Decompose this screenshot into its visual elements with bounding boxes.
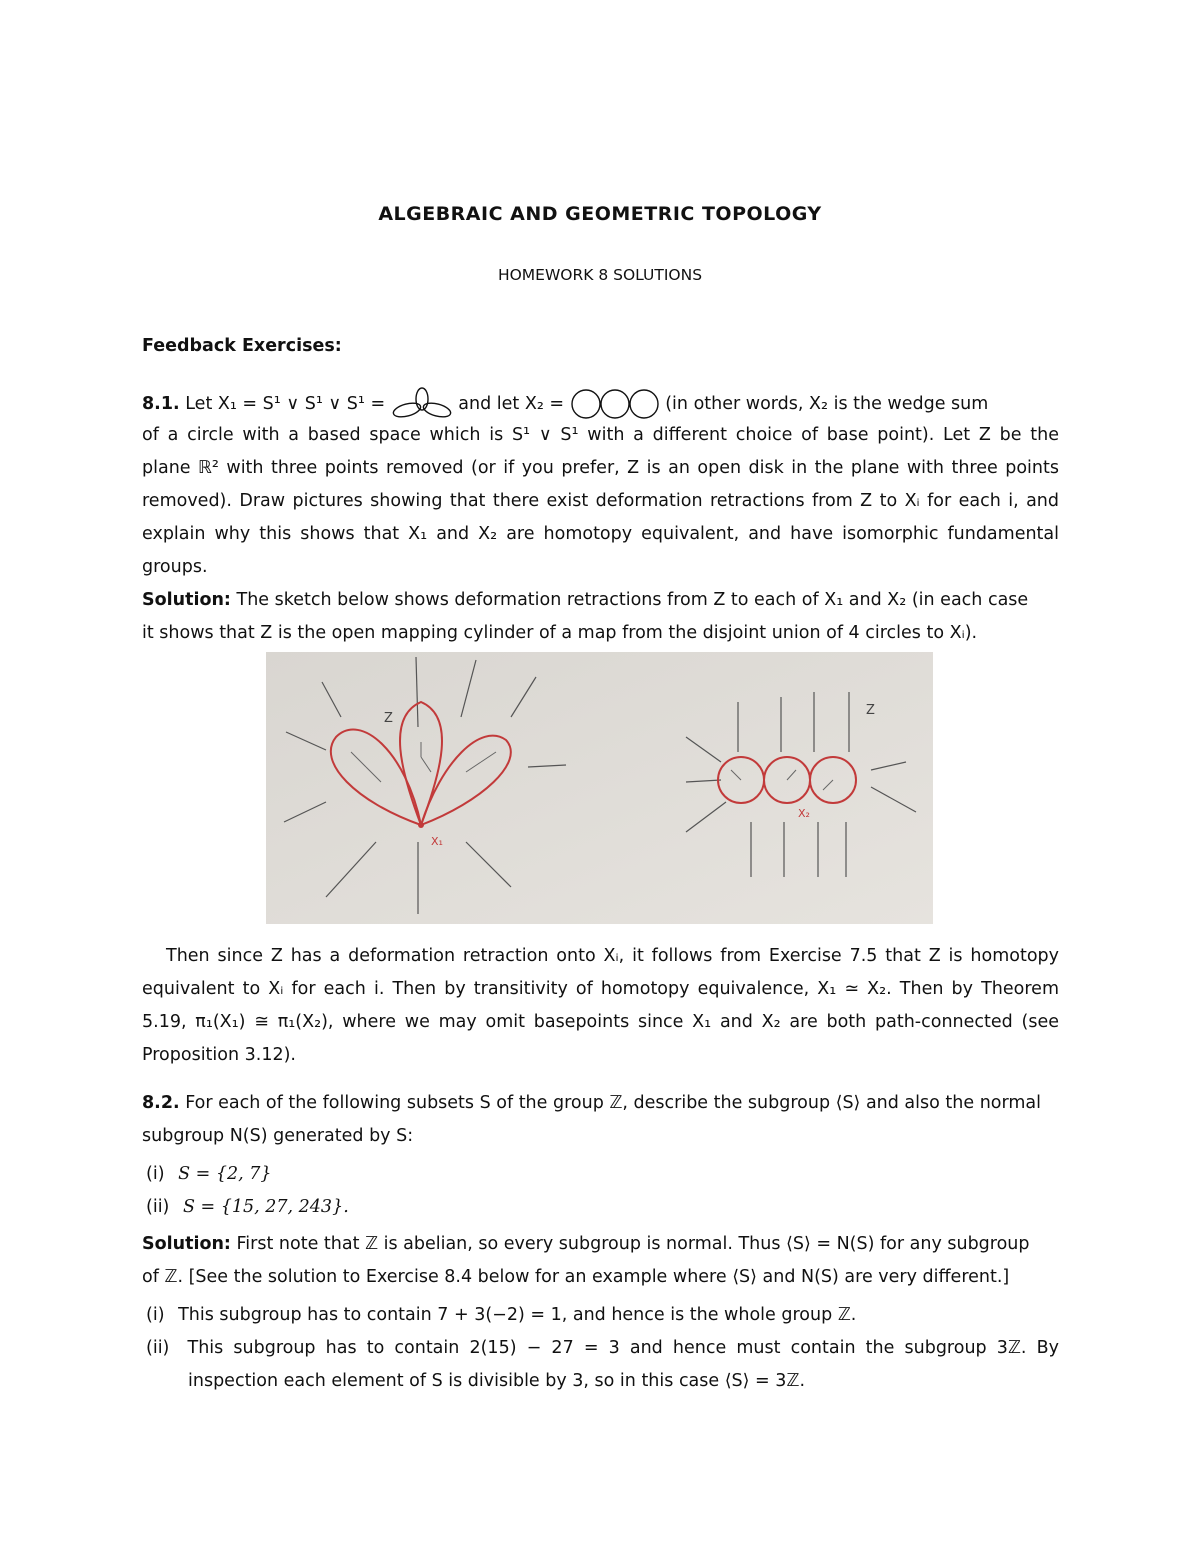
ex81-line-6: groups. <box>142 557 208 577</box>
ex82-item-i-label: (i) <box>146 1164 165 1184</box>
ex81-line-4: removed). Draw pictures showing that there exist deformation retractions from Z to Xᵢ for each i, and <box>142 491 1059 511</box>
ex82-item-i <box>146 1158 1063 1191</box>
ex82-solution-line-1 <box>142 1228 1059 1261</box>
sketch-label-z-left: Z <box>384 711 393 726</box>
sketch-label-z-right: Z <box>866 703 875 718</box>
section-heading: Feedback Exercises: <box>142 336 342 356</box>
page-subtitle: HOMEWORK 8 SOLUTIONS <box>497 266 703 284</box>
ex81-line-2: of a circle with a based space which is S¹ ∨ S¹ with a different choice of base point). Let Z be the <box>142 425 1059 445</box>
ex82-answer-ii-label: (ii) <box>146 1338 170 1358</box>
ex82-item-ii <box>146 1191 1063 1224</box>
ex81-solution-line-1 <box>142 584 1059 617</box>
ex81-first-line <box>142 386 1059 419</box>
ex81-after-line-4: Proposition 3.12). <box>142 1045 296 1065</box>
ex81-solution-text-1: The sketch below shows deformation retractions from Z to each of X₁ and X₂ (in each case <box>236 590 1029 610</box>
ex82-line-1 <box>142 1087 1059 1120</box>
ex82-answer-i-text: This subgroup has to contain 7 + 3(−2) = 1, and hence is the whole group ℤ. <box>178 1305 857 1325</box>
ex82-number: 8.2. <box>142 1093 180 1113</box>
ex81-line-5: explain why this shows that X₁ and X₂ are homotopy equivalent, and have isomorphic fundamental <box>142 524 1059 544</box>
ex82-item-ii-label: (ii) <box>146 1197 170 1217</box>
ex81-after-line-1: Then since Z has a deformation retraction onto Xᵢ, it follows from Exercise 7.5 that Z is homotopy <box>166 946 1059 966</box>
ex82-solution-label: Solution: <box>142 1234 231 1254</box>
ex81-line-3: plane ℝ² with three points removed (or if you prefer, Z is an open disk in the plane with three points <box>142 458 1059 478</box>
ex81-after-line-2: equivalent to Xᵢ for each i. Then by transitivity of homotopy equivalence, X₁ ≃ X₂. Then by Theorem <box>142 979 1059 999</box>
ex81-after-line-3: 5.19, π₁(X₁) ≅ π₁(X₂), where we may omit basepoints since X₁ and X₂ are both path-connected (see <box>142 1012 1059 1032</box>
sketch-label-x1: X₁ <box>431 835 443 848</box>
ex82-answer-ii <box>146 1332 1059 1365</box>
ex82-answer-i-label: (i) <box>146 1305 165 1325</box>
ex81-solution-label: Solution: <box>142 590 231 610</box>
three-petal-wedge-icon <box>391 386 453 422</box>
hand-sketch-photo <box>266 652 933 924</box>
ex82-solution-text-1: First note that ℤ is abelian, so every subgroup is normal. Thus ⟨S⟩ = N(S) for any subgroup <box>236 1234 1030 1254</box>
ex81-text-pre: Let X₁ = S¹ ∨ S¹ ∨ S¹ = <box>185 394 386 414</box>
ex82-answer-i <box>146 1299 1059 1332</box>
ex82-item-ii-text: S = {15, 27, 243}. <box>182 1197 349 1217</box>
page-title: ALGEBRAIC AND GEOMETRIC TOPOLOGY <box>378 203 822 225</box>
three-circles-chain-icon <box>570 389 660 419</box>
sketch-label-x2: X₂ <box>798 807 810 820</box>
ex82-answer-ii-line-2: inspection each element of S is divisible by 3, so in this case ⟨S⟩ = 3ℤ. <box>188 1371 806 1391</box>
ex81-text-post: (in other words, X₂ is the wedge sum <box>665 394 989 414</box>
ex81-number: 8.1. <box>142 394 180 414</box>
ex81-solution-line-2: it shows that Z is the open mapping cylinder of a map from the disjoint union of 4 circles to Xᵢ). <box>142 623 978 643</box>
ex82-item-i-text: S = {2, 7} <box>178 1164 272 1184</box>
ex82-text-1: For each of the following subsets S of the group ℤ, describe the subgroup ⟨S⟩ and also the normal <box>185 1093 1042 1113</box>
ex82-answer-ii-text-1: This subgroup has to contain 2(15) − 27 = 3 and hence must contain the subgroup 3ℤ. By <box>187 1338 1059 1358</box>
ex82-solution-line-2: of ℤ. [See the solution to Exercise 8.4 below for an example where ⟨S⟩ and N(S) are very different.] <box>142 1267 1010 1287</box>
ex81-text-mid: and let X₂ = <box>458 394 565 414</box>
ex82-line-2: subgroup N(S) generated by S: <box>142 1126 414 1146</box>
